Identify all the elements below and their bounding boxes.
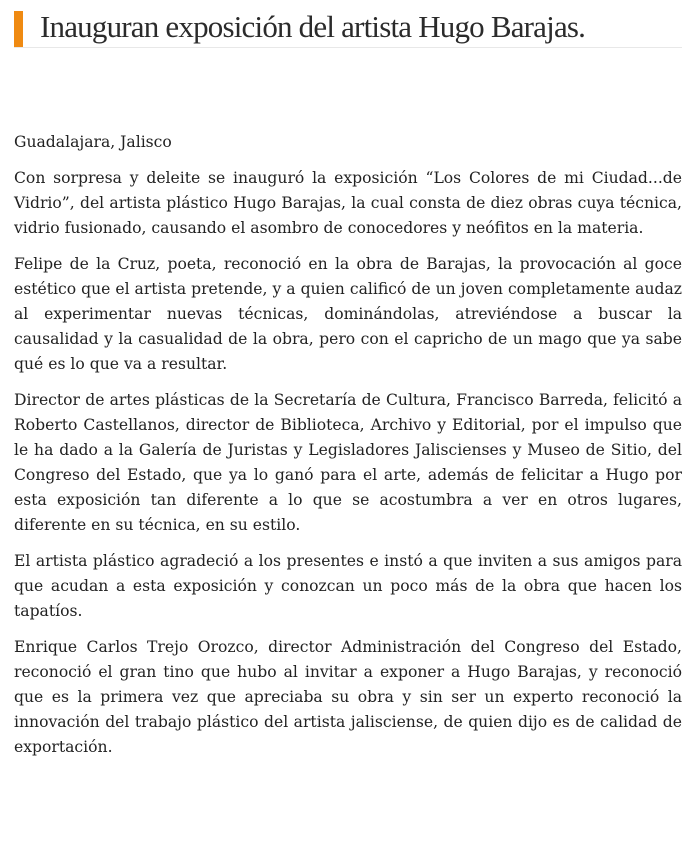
article-paragraph: Director de artes plásticas de la Secretaría de Cultura, Francisco Barreda, felicitó a Roberto Castellanos, director de Biblioteca, Archivo y Editorial, por el impulso que le ha dado a la Galería de Juristas y Legisladores Jaliscienses y Museo de Sitio, del Congreso del Estado, que ya lo ganó para el arte, además de felicitar a Hugo por esta exposición tan diferente a lo que se acostumbra a ver en otros lugares, diferente en su técnica, en su estilo. [14,391,682,534]
article-paragraph: Felipe de la Cruz, poeta, reconoció en la obra de Barajas, la provocación al goce estético que el artista pretende, y a quien calificó de un joven completamente audaz al experimentar nuevas técnicas, dominándolas, atreviéndose a buscar la causalidad y la casualidad de la obra, pero con el capricho de un mago que ya sabe qué es lo que va a resultar. [14,255,682,373]
article-header [14,7,682,48]
page-title: Inauguran exposición del artista Hugo Barajas. [40,9,586,44]
title-accent-bar [14,11,23,47]
article-paragraph: El artista plástico agradeció a los presentes e instó a que inviten a sus amigos para que acudan a esta exposición y conozcan un poco más de la obra que hacen los tapatíos. [14,552,682,620]
article-paragraph: Con sorpresa y deleite se inauguró la exposición “Los Colores de mi Ciudad...de Vidrio”, del artista plástico Hugo Barajas, la cual consta de diez obras cuya técnica, vidrio fusionado, causando el asombro de conocedores y neófitos en la materia. [14,169,682,237]
article-paragraph: Enrique Carlos Trejo Orozco, director Administración del Congreso del Estado, reconoció el gran tino que hubo al invitar a exponer a Hugo Barajas, y reconoció que es la primera vez que apreciaba su obra y sin ser un experto reconoció la innovación del trabajo plástico del artista jalisciense, de quien dijo es de calidad de exportación. [14,638,682,756]
article-body [14,130,682,771]
dateline-location: Guadalajara, Jalisco [14,133,172,151]
